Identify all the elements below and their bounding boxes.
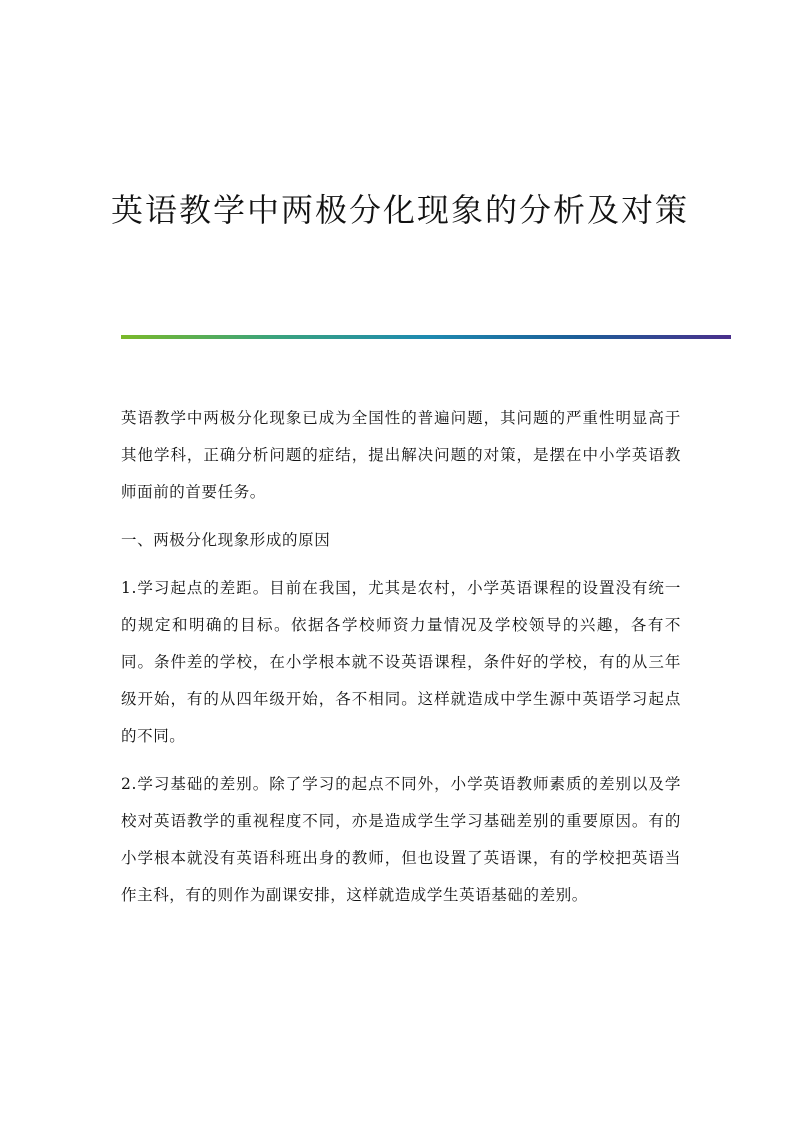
section-heading: 一、两极分化现象形成的原因 bbox=[121, 531, 331, 549]
paragraph-learning-foundation: 2.学习基础的差别。除了学习的起点不同外，小学英语教师素质的差别以及学校对英语教学的重视程度不同，亦是造成学生学习基础差别的重要原因。有的小学根本就没有英语科班出身的教师，但也设置了英语课，有的学校把英语当作主科，有的则作为副课安排，这样就造成学生英语基础的差别。 bbox=[121, 775, 681, 904]
document-body bbox=[121, 400, 681, 925]
paragraph-starting-point: 1.学习起点的差距。目前在我国，尤其是农村，小学英语课程的设置没有统一的规定和明确的目标。依据各学校师资力量情况及学校领导的兴趣，各有不同。条件差的学校，在小学根本就不设英语课程，条件好的学校，有的从三年级开始，有的从四年级开始，各不相同。这样就造成中学生源中英语学习起点的不同。 bbox=[121, 579, 681, 745]
gradient-divider bbox=[121, 335, 731, 339]
intro-paragraph: 英语教学中两极分化现象已成为全国性的普遍问题，其问题的严重性明显高于其他学科，正确分析问题的症结，提出解决问题的对策，是摆在中小学英语教师面前的首要任务。 bbox=[121, 409, 681, 501]
document-title: 英语教学中两极分化现象的分析及对策 bbox=[110, 191, 689, 229]
